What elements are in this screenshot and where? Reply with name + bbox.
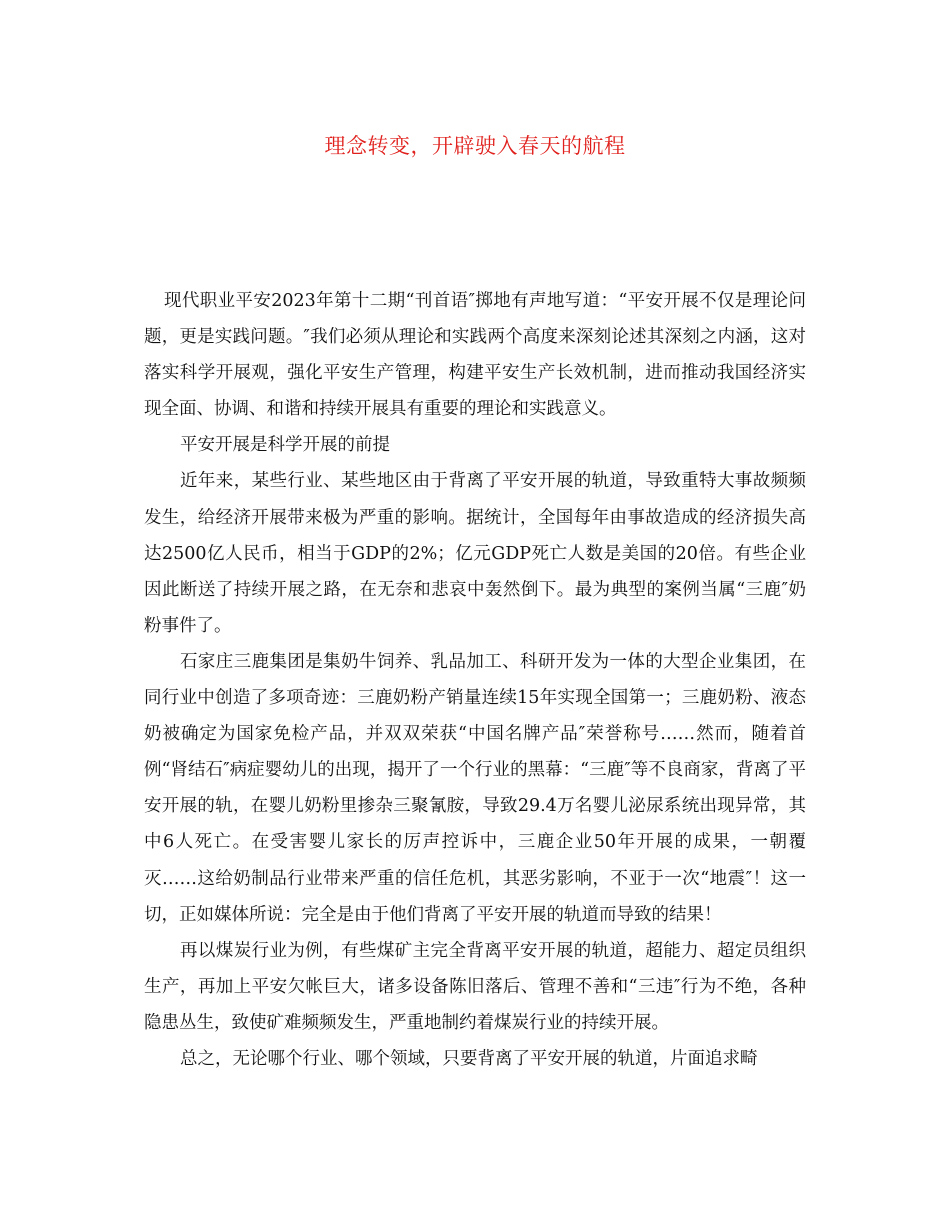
document-body [144,283,806,1077]
paragraph-intro: 现代职业平安2023年第十二期“刊首语″掷地有声地写道：“平安开展不仅是理论问题，更是实践问题。″我们必须从理论和实践两个高度来深刻论述其深刻之内涵，这对落实科学开展观，强化平安生产管理，构建平安生产长效机制，进而推动我国经济实现全面、协调、和谐和持续开展具有重要的理论和实践意义。 [144,291,806,420]
paragraph: 石家庄三鹿集团是集奶牛饲养、乳品加工、科研开发为一体的大型企业集团，在同行业中创造了多项奇迹：三鹿奶粉产销量连续15年实现全国第一；三鹿奶粉、液态奶被确定为国家免检产品，并双双荣获“中国名牌产品″荣誉称号……然而，随着首例“肾结石″病症婴幼儿的出现，揭开了一个行业的黑幕：“三鹿″等不良商家，背离了平安开展的轨，在婴儿奶粉里掺杂三聚氰胺，导致29.4万名婴儿泌尿系统出现异常，其中6人死亡。在受害婴儿家长的厉声控诉中，三鹿企业50年开展的成果，一朝覆灭……这给奶制品行业带来严重的信任危机，其恶劣影响，不亚于一次“地震″！这一切，正如媒体所说：完全是由于他们背离了平安开展的轨道而导致的结果！ [144,651,806,925]
section-heading: 平安开展是科学开展的前提 [180,435,390,456]
document-title: 理念转变，开辟驶入春天的航程 [324,134,626,158]
paragraph: 近年来，某些行业、某些地区由于背离了平安开展的轨道，导致重特大事故频频发生，给经济开展带来极为严重的影响。据统计，全国每年由事故造成的经济损失高达2500亿人民币，相当于GDP的2%；亿元GDP死亡人数是美国的20倍。有些企业因此断送了持续开展之路，在无奈和悲哀中轰然倒下。最为典型的案例当属“三鹿″奶粉事件了。 [144,471,806,636]
paragraph: 总之，无论哪个行业、哪个领域，只要背离了平安开展的轨道，片面追求畸 [180,1048,758,1069]
paragraph: 再以煤炭行业为例，有些煤矿主完全背离平安开展的轨道，超能力、超定员组织生产，再加上平安欠帐巨大，诸多设备陈旧落后、管理不善和“三违″行为不绝，各种隐患丛生，致使矿难频频发生，严重地制约着煤炭行业的持续开展。 [144,940,806,1033]
